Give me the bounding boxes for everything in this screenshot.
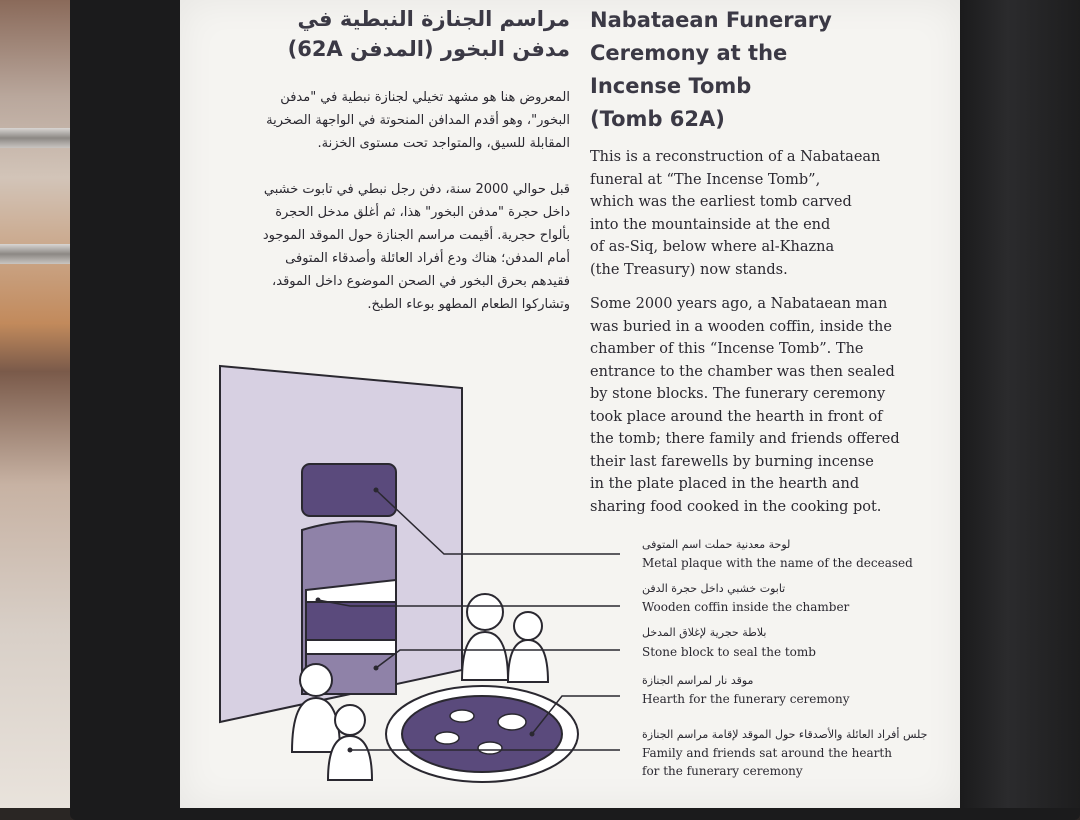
arabic-paragraph-1 xyxy=(210,86,570,155)
english-line: the tomb; there family and friends offered xyxy=(590,431,900,447)
arabic-line: قبل حوالي 2000 سنة، دفن رجل نبطي في تابوت خشبي xyxy=(263,182,570,197)
english-line: Some 2000 years ago, a Nabataean man xyxy=(590,296,888,312)
english-line: was buried in a wooden coffin, inside the xyxy=(590,318,892,335)
tomb-illustration xyxy=(200,340,620,800)
english-line: into the mountainside at the end xyxy=(590,216,831,233)
english-line: took place around the hearth in front of xyxy=(590,408,883,425)
legend-ar: لوحة معدنية حملت اسم المتوفى xyxy=(642,538,791,551)
legend-en: Hearth for the funerary ceremony xyxy=(642,692,850,706)
legend-ar: تابوت خشبي داخل حجرة الدفن xyxy=(642,582,786,595)
arabic-line: بألواح حجرية. أقيمت مراسم الجنازة حول الموقد الموجود xyxy=(262,228,570,243)
railing xyxy=(0,128,80,148)
english-paragraph-1 xyxy=(590,146,920,281)
arabic-paragraph-2 xyxy=(210,178,570,316)
leader-dot xyxy=(374,488,379,493)
english-line: entrance to the chamber was then sealed xyxy=(590,363,895,380)
english-line: (the Treasury) now stands. xyxy=(590,261,788,278)
legend-en: Wooden coffin inside the chamber xyxy=(642,600,850,614)
chamber-interior xyxy=(306,602,396,640)
english-line: chamber of this “Incense Tomb”. The xyxy=(590,341,864,357)
person-figure xyxy=(508,612,548,682)
english-line: sharing food cooked in the cooking pot. xyxy=(590,498,882,515)
legend-en: for the funerary ceremony xyxy=(642,764,803,778)
hearth xyxy=(386,686,578,782)
legend-ar: بلاطة حجرية لإغلاق المدخل xyxy=(642,626,767,639)
legend-ar: جلس أفراد العائلة والأصدقاء حول الموقد لإقامة مراسم الجنازة xyxy=(642,728,928,741)
english-title-line: Incense Tomb xyxy=(590,74,752,98)
leader-dot xyxy=(374,666,379,671)
arabic-line: المعروض هنا هو مشهد تخيلي لجنازة نبطية في "مدفن xyxy=(280,90,570,105)
arabic-line: داخل حجرة "مدفن البخور" هذا، ثم أغلق مدخل الحجرة xyxy=(275,205,570,220)
legend-en: Stone block to seal the tomb xyxy=(642,645,816,659)
english-line: by stone blocks. The funerary ceremony xyxy=(590,386,886,402)
english-title-line: (Tomb 62A) xyxy=(590,107,725,131)
arabic-line: أمام المدفن؛ هناك ودع أفراد العائلة وأصدقاء المتوفى xyxy=(285,251,570,266)
legend-en: Family and friends sat around the hearth xyxy=(642,746,892,760)
arabic-title-line: مراسم الجنازة النبطية في xyxy=(297,7,570,31)
english-title-line: Ceremony at the xyxy=(590,41,788,65)
arabic-title-line: مدفن البخور (المدفن 62A) xyxy=(287,37,570,61)
english-title-line: Nabataean Funerary xyxy=(590,8,832,32)
arabic-line: المقابلة للسيق، والمتواجد تحت مستوى الخزنة. xyxy=(317,136,570,151)
arabic-line: وتشاركوا الطعام المطهو بوعاء الطبخ. xyxy=(367,297,570,312)
arabic-line: فقيدهم بحرق البخور في الصحن الموضوع داخل الموقد، xyxy=(272,274,570,289)
english-line: their last farewells by burning incense xyxy=(590,453,874,470)
english-line: in the plate placed in the hearth and xyxy=(590,476,860,492)
railing xyxy=(0,244,80,264)
background-wall xyxy=(0,0,80,808)
legend-ar: موقد نار لمراسم الجنازة xyxy=(642,674,754,687)
arabic-title xyxy=(210,4,570,64)
english-line: This is a reconstruction of a Nabataean xyxy=(590,149,881,165)
arabic-line: البخور"، وهو أقدم المدافن المنحوتة في الواجهة الصخرية xyxy=(266,113,570,128)
stone-block xyxy=(306,640,396,654)
english-line: which was the earliest tomb carved xyxy=(590,194,852,210)
leader-dot xyxy=(348,748,353,753)
leader-dot xyxy=(316,598,321,603)
english-line: funeral at “The Incense Tomb”, xyxy=(590,171,821,188)
english-line: of as-Siq, below where al-Khazna xyxy=(590,239,835,255)
person-figure xyxy=(462,594,508,680)
metal-plaque xyxy=(302,464,396,516)
frame-edge xyxy=(960,0,1080,808)
english-paragraph-2 xyxy=(590,293,920,518)
leader-dot xyxy=(530,732,535,737)
legend-en: Metal plaque with the name of the deceased xyxy=(642,556,913,570)
english-title xyxy=(590,4,910,136)
